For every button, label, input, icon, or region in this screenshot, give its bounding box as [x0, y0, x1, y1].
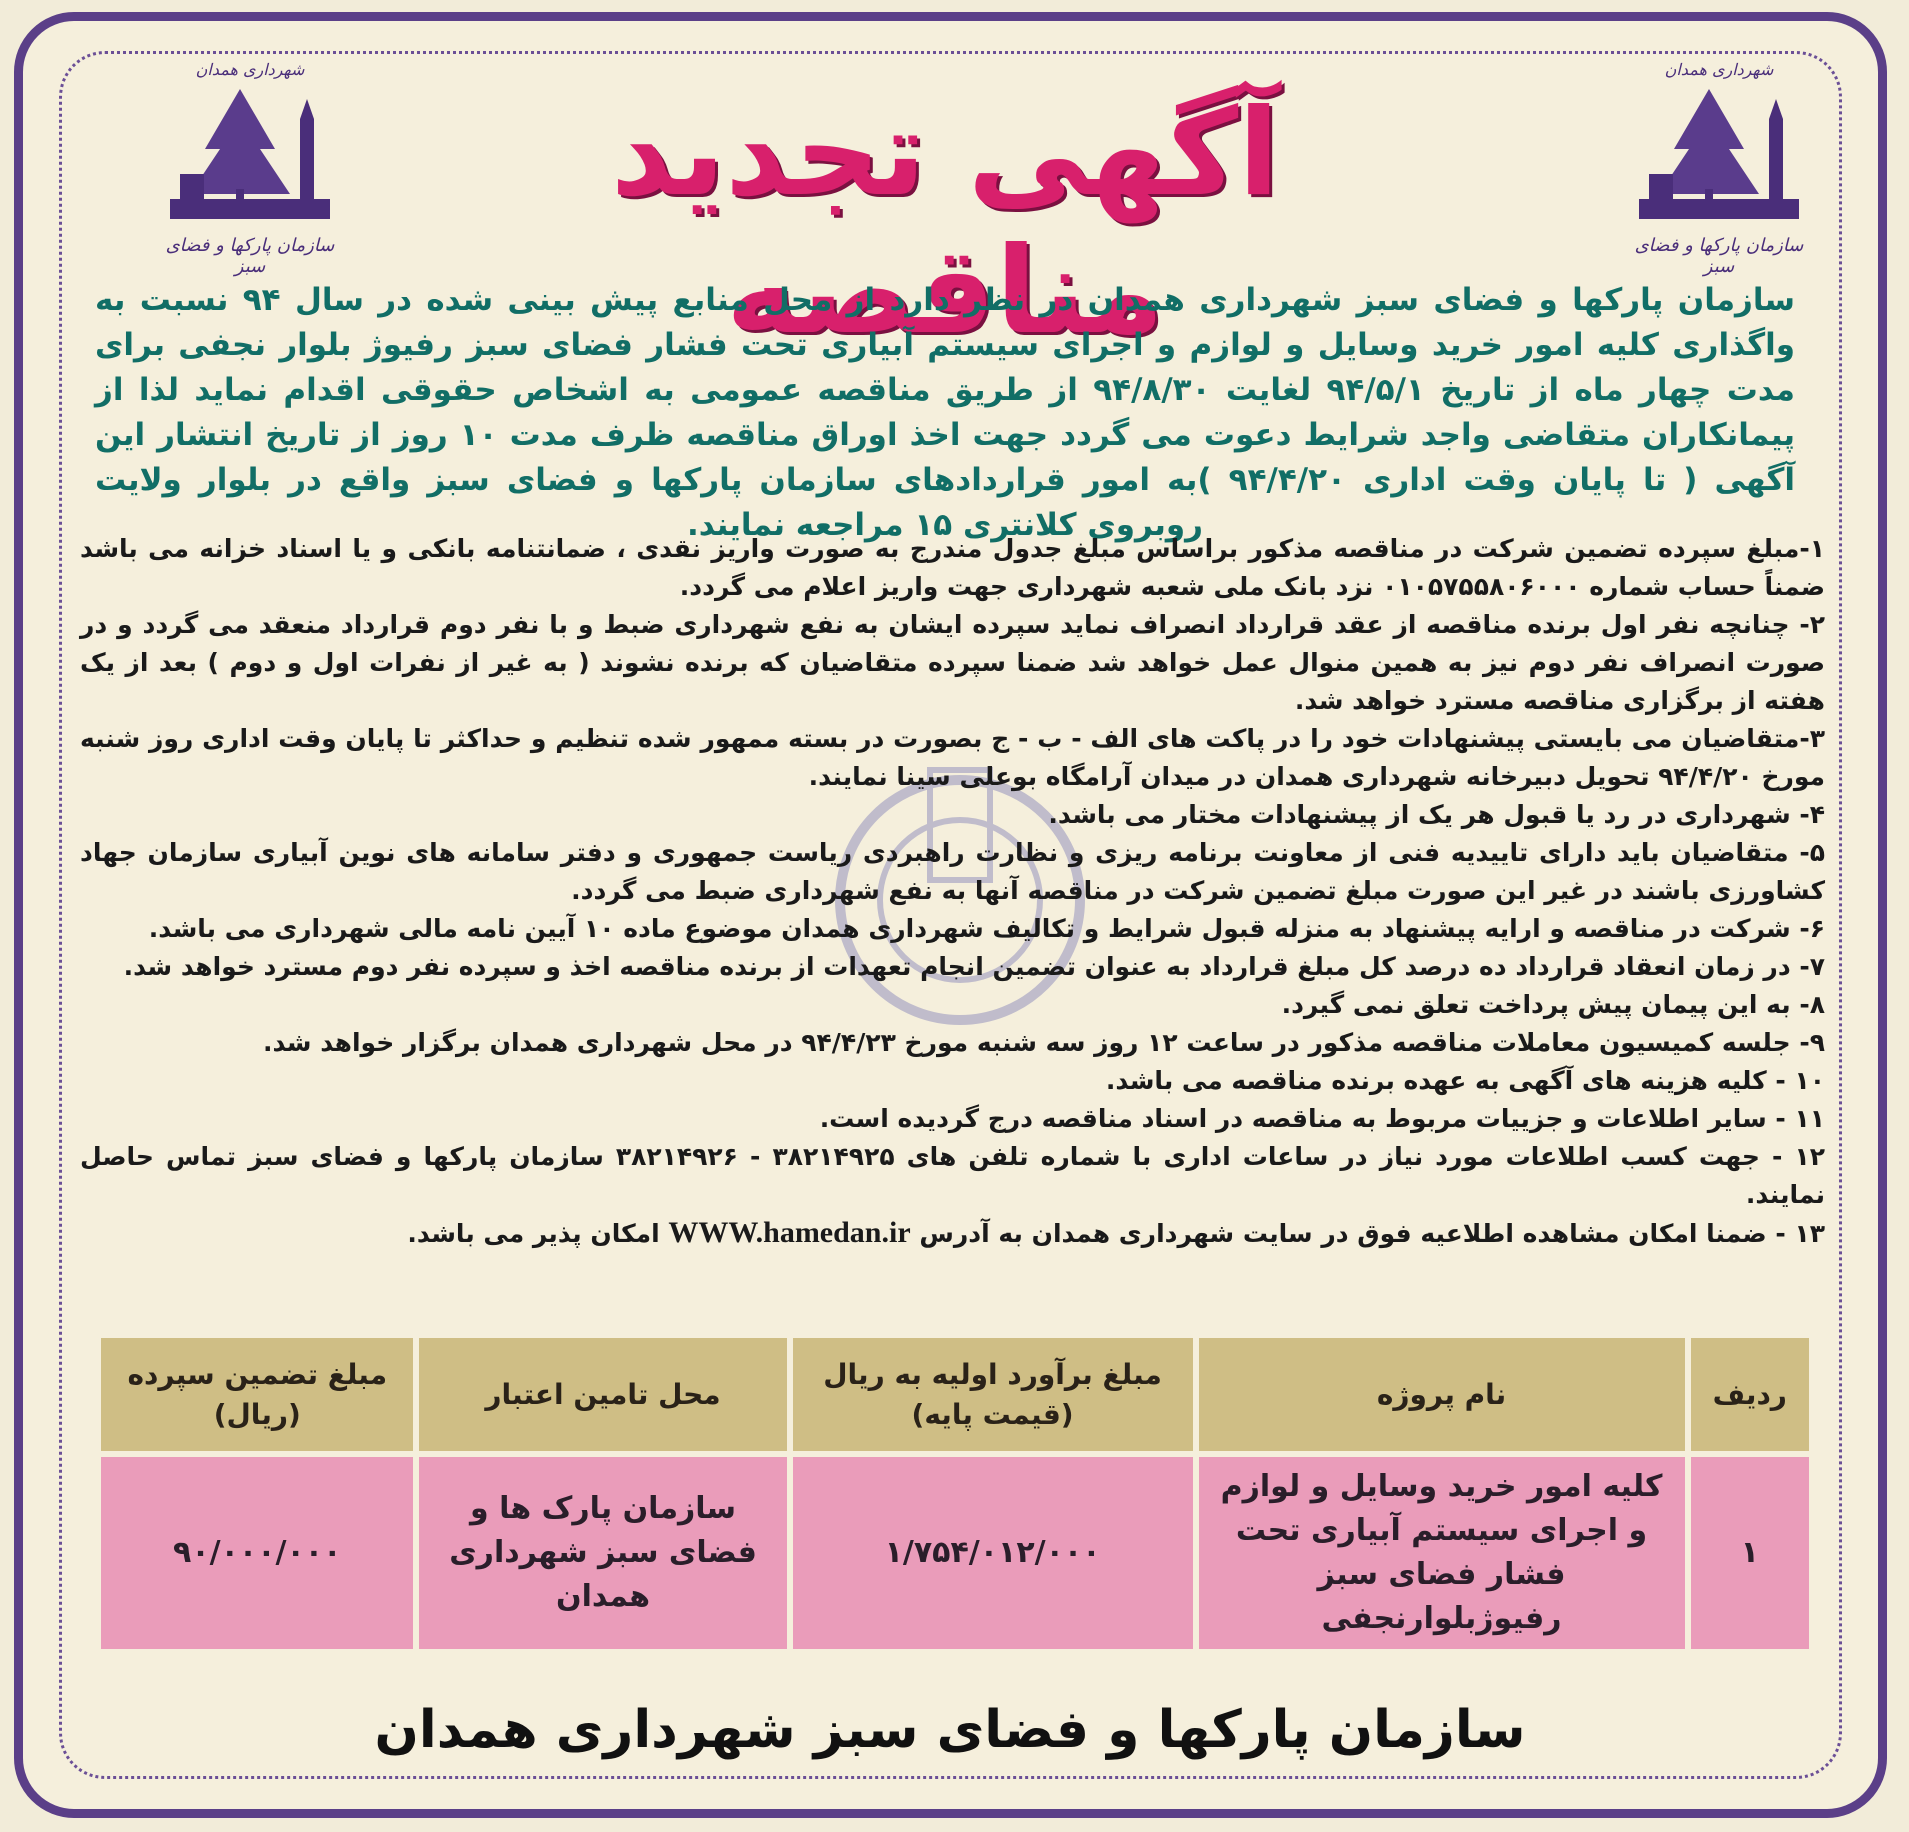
clause-item: ۱۱ - سایر اطلاعات و جزییات مربوط به مناقصه در اسناد مناقصه درج گردیده است.	[819, 1104, 1825, 1133]
clause-item: ۱۲ - جهت کسب اطلاعات مورد نیاز در ساعات اداری با شماره تلفن های ۳۸۲۱۴۹۲۵ - ۳۸۲۱۴۹۲۶ سازمان پارکها و فضای سبز تماس حاصل نمایند.	[80, 1142, 1826, 1209]
header-funding-source: محل تامین اعتبار	[419, 1338, 786, 1451]
logo-caption-top: شهرداری همدان	[195, 60, 305, 79]
clause-item: ۸- به این پیمان پیش پرداخت تعلق نمی گیرد.	[1281, 990, 1825, 1019]
clause-item: ۱-مبلغ سپرده تضمین شرکت در مناقصه مذکور براساس مبلغ جدول مندرج به صورت واریز نقدی ، ضمانتنامه بانکی و یا اسناد خزانه می باشد ضمناً حساب شماره ۰۱۰۵۷۵۵۸۰۶۰۰۰ نزد بانک ملی شعبه شهرداری جهت واریز اعلام می گردد.	[80, 534, 1825, 601]
logo-caption-bottom: سازمان پارکها و فضای سبز	[165, 235, 335, 277]
logo-left	[150, 60, 350, 290]
clause-item: ۹- جلسه کمیسیون معاملات مناقصه مذکور در ساعت ۱۲ روز سه شنبه مورخ ۹۴/۴/۲۳ در محل شهرداری همدان برگزار خواهد شد.	[262, 1028, 1825, 1057]
clause-item: ۶- شرکت در مناقصه و ارایه پیشنهاد به منزله قبول شرایط و تکالیف شهرداری همدان موضوع ماده ۱۰ آیین نامه مالی شهرداری می باشد.	[148, 914, 1825, 943]
clause-item: ۳-متقاضیان می بایستی پیشنهادات خود را در پاکت های الف - ب - ج بصورت در بسته ممهور شده تنظیم و حداکثر تا پایان وقت اداری روز شنبه مورخ ۹۴/۴/۲۰ تحویل دبیرخانه شهرداری همدان در میدان آرامگاه بوعلی سینا نمایند.	[80, 724, 1825, 791]
clause-item: ۴- شهرداری در رد یا قبول هر یک از پیشنهادات مختار می باشد.	[1048, 800, 1825, 829]
tree-tower-logo-icon	[150, 79, 350, 229]
clause-list	[80, 530, 1825, 1253]
footer-organization: سازمان پارکها و فضای سبز شهرداری همدان	[374, 1700, 1526, 1760]
clause-13-text: ۱۳ - ضمنا امکان مشاهده اطلاعیه فوق در سایت شهرداری همدان به آدرس	[919, 1219, 1825, 1248]
cell-deposit: ۹۰/۰۰۰/۰۰۰	[101, 1457, 413, 1649]
intro-paragraph: سازمان پارکها و فضای سبز شهرداری همدان در نظر دارد از محل منابع پیش بینی شده در سال ۹۴ نسبت به واگذاری کلیه امور خرید وسایل و لوازم و اجرای سیستم آبیاری تحت فشار فضای سبز رفیوژ بلوار نجفی برای مدت چهار ماه از تاریخ ۹۴/۵/۱ لغایت ۹۴/۸/۳۰ از طریق مناقصه عمومی به اشخاص حقوقی اقدام نماید لذا از پیمانکاران متقاضی واجد شرایط دعوت می گردد جهت اخذ اوراق مناقصه ظرف مدت ۱۰ روز از تاریخ انتشار این آگهی ( تا پایان وقت اداری ۹۴/۴/۲۰ )به امور قراردادهای سازمان پارکها و فضای سبز واقع در بلوار ولایت روبروی کلانتری ۱۵ مراجعه نمایند.	[95, 282, 1796, 543]
header-project-name: نام پروژه	[1199, 1338, 1685, 1451]
header-estimate	[793, 1338, 1193, 1451]
logo-caption-bottom: سازمان پارکها و فضای سبز	[1634, 235, 1804, 277]
cell-project-name: کلیه امور خرید وسایل و لوازم و اجرای سیستم آبیاری تحت فشار فضای سبز رفیوژبلوارنجفی	[1199, 1457, 1685, 1649]
clause-item-website	[80, 1214, 1825, 1253]
header-deposit	[101, 1338, 413, 1451]
logo-caption-top: شهرداری همدان	[1664, 60, 1774, 79]
tree-tower-logo-icon	[1619, 79, 1819, 229]
clause-item: ۵- متقاضیان باید دارای تاییدیه فنی از معاونت برنامه ریزی و نظارت راهبردی ریاست جمهوری و دفتر سامانه های نوین آبیاری سازمان جهاد کشاورزی باشند در غیر این صورت مبلغ تضمین شرکت در مناقصه آنها به نفع شهرداری ضبط می گردد.	[80, 838, 1825, 905]
logo-right	[1619, 60, 1819, 290]
website-link[interactable]: WWW.hamedan.ir	[668, 1216, 911, 1249]
cell-estimate: ۱/۷۵۴/۰۱۲/۰۰۰	[793, 1457, 1193, 1649]
tender-table	[95, 1332, 1815, 1655]
clause-item: ۲- چنانچه نفر اول برنده مناقصه از عقد قرارداد انصراف نماید سپرده ایشان به نفع شهرداری ضبط و با نفر دوم قرارداد منعقد می گردد و در صورت انصراف نفر دوم نیز به همین منوال عمل خواهد شد ضمنا سپرده متقاضیان که برنده نشوند ( به غیر از نفرات اول و دوم ) بعد از یک هفته از برگزاری مناقصه مسترد خواهد شد.	[80, 610, 1825, 715]
clause-item: ۱۰ - کلیه هزینه های آگهی به عهده برنده مناقصه می باشد.	[1105, 1066, 1825, 1095]
header-row-number: ردیف	[1691, 1338, 1809, 1451]
clause-item: ۷- در زمان انعقاد قرارداد ده درصد کل مبلغ قرارداد به عنوان تضمین انجام تعهدات از برنده مناقصه اخذ و سپرده نفر دوم مسترد خواهد شد.	[123, 952, 1825, 981]
header-estimate-line2: (قیمت پایه)	[911, 1397, 1074, 1431]
clause-13-text-end: امکان پذیر می باشد.	[407, 1219, 660, 1248]
table-header-row	[101, 1338, 1809, 1451]
header-deposit-line1: مبلغ تضمین سپرده	[127, 1357, 388, 1391]
header-estimate-line1: مبلغ برآورد اولیه به ریال	[823, 1357, 1162, 1391]
cell-row-number: ۱	[1691, 1457, 1809, 1649]
table-row	[101, 1457, 1809, 1649]
cell-funding-source: سازمان پارک ها و فضای سبز شهرداری همدان	[419, 1457, 786, 1649]
header-deposit-line2: (ریال)	[213, 1397, 301, 1431]
page-title: آگهی تجدید مناقصه	[610, 84, 1280, 361]
